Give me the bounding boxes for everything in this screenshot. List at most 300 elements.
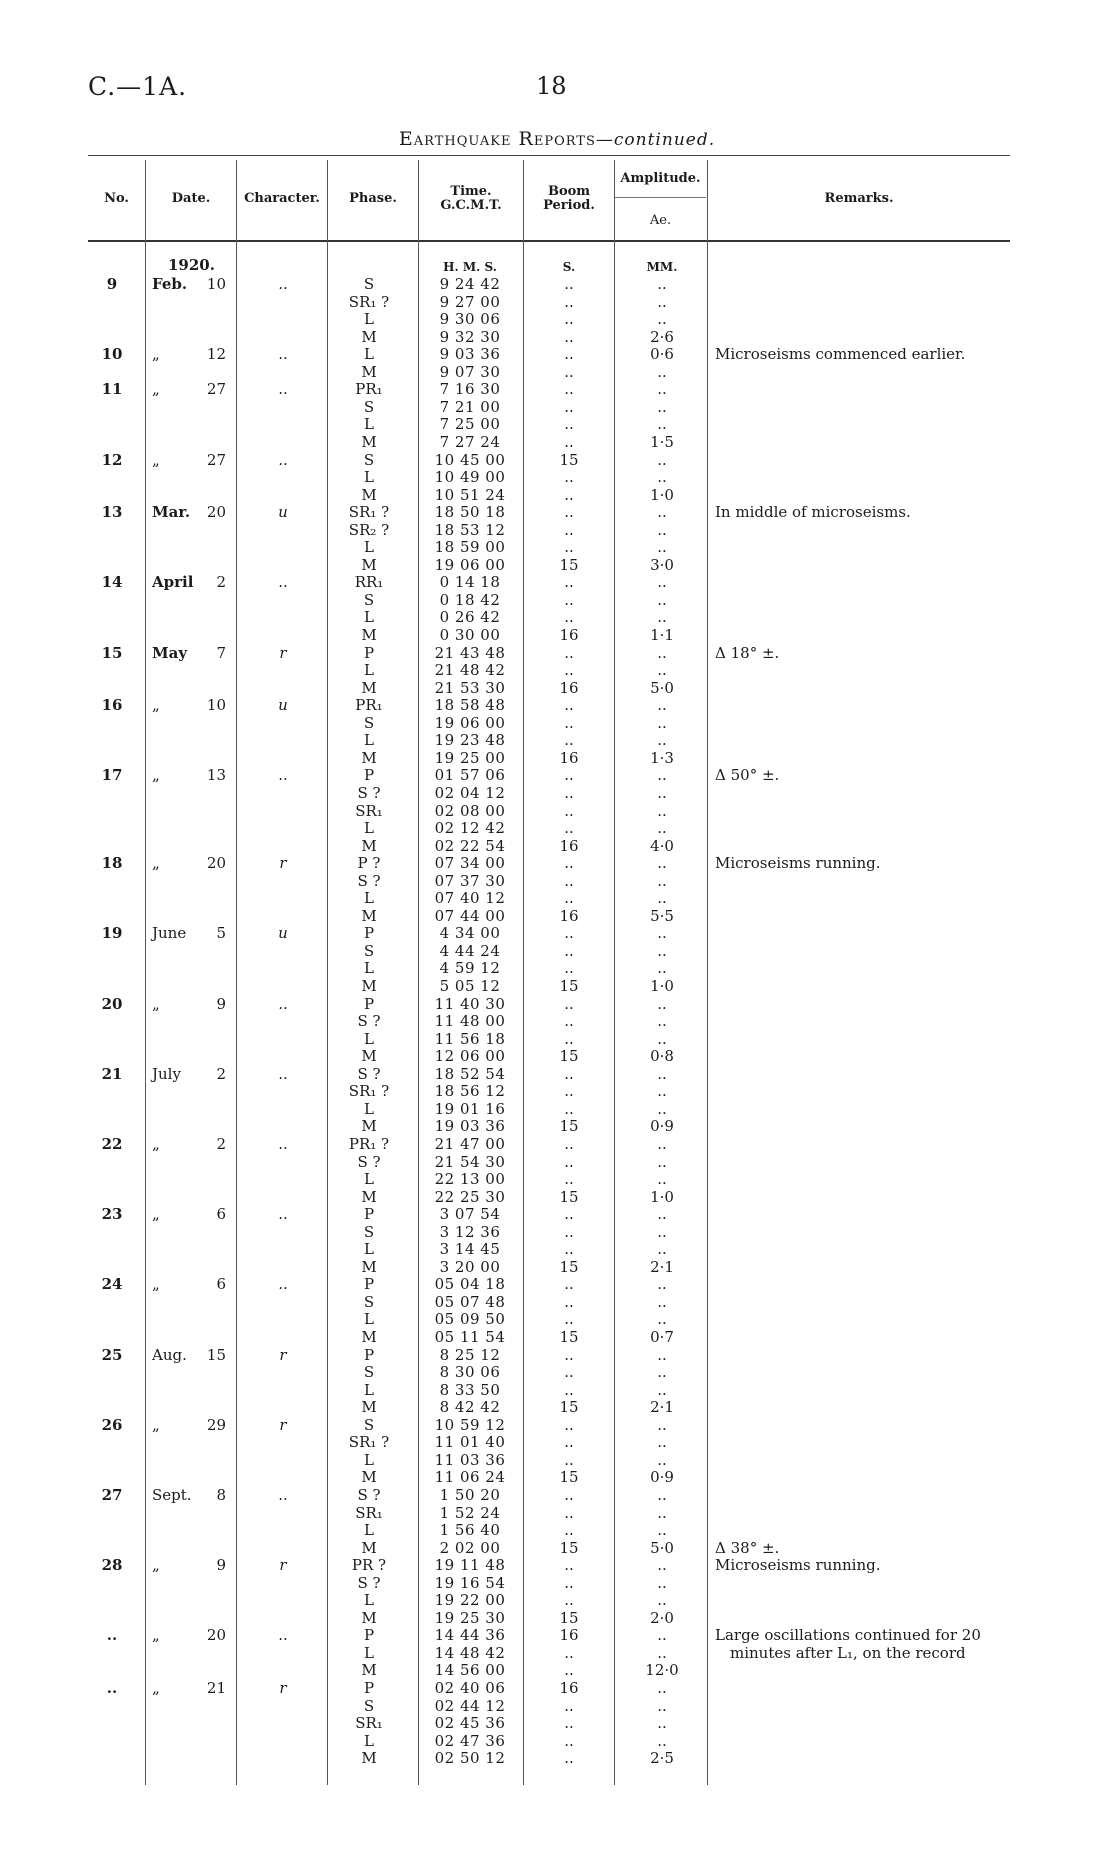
- cell-amplitude: ..: [657, 1170, 667, 1188]
- cell-boom-period: ..: [564, 1082, 574, 1100]
- cell-phase: SR₁ ?: [348, 1082, 390, 1100]
- cell-time: 19 25 00: [434, 749, 506, 767]
- cell-time: 10 49 00: [434, 468, 506, 486]
- cell-boom-period: ..: [564, 608, 574, 626]
- cell-time: 19 01 16: [434, 1100, 506, 1118]
- cell-no: 22: [101, 1135, 123, 1153]
- cell-amplitude: ..: [657, 1574, 667, 1592]
- cell-boom-period: ..: [564, 1416, 574, 1434]
- cell-boom-period: 15: [559, 1539, 579, 1557]
- cell-amplitude: ..: [657, 1556, 667, 1574]
- cell-no: 26: [101, 1416, 123, 1434]
- cell-amplitude: ..: [657, 802, 667, 820]
- cell-time: 21 53 30: [434, 679, 506, 697]
- cell-character: ..: [278, 1486, 288, 1504]
- cell-month: July: [152, 1065, 181, 1083]
- cell-time: 02 12 42: [434, 819, 506, 837]
- cell-time: 11 56 18: [434, 1030, 506, 1048]
- cell-remarks: Δ 50° ±.: [715, 766, 780, 784]
- cell-time: 11 40 30: [434, 995, 506, 1013]
- cell-month: „: [152, 696, 160, 714]
- cell-boom-period: ..: [564, 661, 574, 679]
- cell-phase: S ?: [357, 872, 381, 890]
- cell-boom-period: ..: [564, 1030, 574, 1048]
- cell-amplitude: 0·9: [650, 1117, 674, 1135]
- cell-phase: SR₂ ?: [348, 521, 390, 539]
- cell-phase: L: [364, 1240, 374, 1258]
- cell-time: 19 11 48: [434, 1556, 506, 1574]
- cell-amplitude: ..: [657, 1153, 667, 1171]
- cell-boom-period: ..: [564, 1749, 574, 1767]
- cell-time: 18 50 18: [434, 503, 506, 521]
- cell-phase: L: [364, 1381, 374, 1399]
- cell-time: 0 18 42: [439, 591, 501, 609]
- cell-time: 02 40 06: [434, 1679, 506, 1697]
- cell-month: April: [152, 573, 194, 591]
- cell-boom-period: 15: [559, 451, 579, 469]
- cell-remarks: minutes after L₁, on the record: [730, 1644, 966, 1662]
- cell-time: 3 20 00: [439, 1258, 501, 1276]
- cell-phase: L: [364, 538, 374, 556]
- cell-phase: S ?: [357, 1486, 381, 1504]
- cell-boom-period: ..: [564, 310, 574, 328]
- cell-character: u: [278, 696, 288, 714]
- cell-amplitude: ..: [657, 1275, 667, 1293]
- cell-month: June: [152, 924, 187, 942]
- cell-phase: S: [363, 1697, 375, 1715]
- cell-remarks: Microseisms running.: [715, 854, 881, 872]
- cell-no: 15: [101, 644, 123, 662]
- cell-character: ..: [278, 1135, 288, 1153]
- cell-boom-period: ..: [564, 591, 574, 609]
- cell-boom-period: ..: [564, 1205, 574, 1223]
- cell-amplitude: 1·1: [650, 626, 674, 644]
- cell-time: 22 13 00: [434, 1170, 506, 1188]
- cell-time: 7 16 30: [439, 380, 501, 398]
- cell-amplitude: ..: [657, 1451, 667, 1469]
- cell-character: ..: [278, 275, 288, 293]
- cell-time: 9 27 00: [439, 293, 501, 311]
- cell-amplitude: 0·7: [650, 1328, 674, 1346]
- cell-phase: SR₁: [355, 802, 383, 820]
- cell-phase: L: [364, 1100, 374, 1118]
- cell-phase: M: [361, 328, 377, 346]
- cell-remarks: Microseisms running.: [715, 1556, 881, 1574]
- cell-amplitude: ..: [657, 1433, 667, 1451]
- cell-boom-period: ..: [564, 1240, 574, 1258]
- cell-boom-period: ..: [564, 802, 574, 820]
- cell-character: ..: [278, 995, 288, 1013]
- header-amplitude: Amplitude.: [620, 171, 701, 186]
- cell-day: 7: [216, 644, 226, 662]
- cell-time: 11 06 24: [434, 1468, 506, 1486]
- cell-boom-period: ..: [564, 380, 574, 398]
- cell-time: 02 22 54: [434, 837, 506, 855]
- cell-amplitude: ..: [657, 1416, 667, 1434]
- title-continued: —continued.: [595, 130, 716, 150]
- cell-phase: M: [361, 486, 377, 504]
- cell-phase: L: [364, 345, 374, 363]
- cell-phase: S: [363, 714, 375, 732]
- cell-boom-period: ..: [564, 538, 574, 556]
- cell-phase: M: [361, 837, 377, 855]
- cell-boom-period: 16: [559, 837, 579, 855]
- cell-boom-period: ..: [564, 486, 574, 504]
- cell-no: 24: [101, 1275, 123, 1293]
- cell-phase: S: [363, 1363, 375, 1381]
- cell-time: 21 47 00: [434, 1135, 506, 1153]
- cell-day: 5: [216, 924, 226, 942]
- header-character: Character.: [244, 191, 320, 206]
- cell-character: ..: [278, 380, 288, 398]
- cell-remarks: Δ 18° ±.: [715, 644, 780, 662]
- cell-time: 14 56 00: [434, 1661, 506, 1679]
- cell-amplitude: 5·0: [650, 1539, 674, 1557]
- cell-boom-period: ..: [564, 1275, 574, 1293]
- cell-amplitude: ..: [657, 293, 667, 311]
- cell-boom-period: ..: [564, 328, 574, 346]
- header-date: Date.: [171, 191, 211, 206]
- cell-time: 07 37 30: [434, 872, 506, 890]
- cell-boom-period: ..: [564, 1521, 574, 1539]
- cell-boom-period: ..: [564, 275, 574, 293]
- cell-boom-period: 15: [559, 1328, 579, 1346]
- cell-time: 18 53 12: [434, 521, 506, 539]
- cell-phase: PR₁: [355, 380, 383, 398]
- cell-amplitude: ..: [657, 819, 667, 837]
- cell-time: 21 43 48: [434, 644, 506, 662]
- cell-amplitude: ..: [657, 521, 667, 539]
- cell-phase: M: [361, 433, 377, 451]
- cell-boom-period: ..: [564, 942, 574, 960]
- cell-month: „: [152, 1416, 160, 1434]
- cell-month: „: [152, 1626, 160, 1644]
- cell-boom-period: ..: [564, 1732, 574, 1750]
- cell-time: 7 25 00: [439, 415, 501, 433]
- cell-phase: SR₁: [355, 1714, 383, 1732]
- cell-boom-period: ..: [564, 1153, 574, 1171]
- cell-amplitude: 2·0: [650, 1609, 674, 1627]
- cell-amplitude: ..: [657, 468, 667, 486]
- cell-boom-period: ..: [564, 1504, 574, 1522]
- cell-time: 0 30 00: [439, 626, 501, 644]
- cell-boom-period: ..: [564, 293, 574, 311]
- cell-time: 8 33 50: [439, 1381, 501, 1399]
- cell-phase: S ?: [357, 1574, 381, 1592]
- cell-boom-period: ..: [564, 573, 574, 591]
- cell-amplitude: 2·1: [650, 1258, 674, 1276]
- cell-amplitude: ..: [657, 1486, 667, 1504]
- cell-phase: P: [363, 766, 375, 784]
- cell-time: 19 23 48: [434, 731, 506, 749]
- cell-boom-period: ..: [564, 1556, 574, 1574]
- cell-phase: S: [363, 398, 375, 416]
- cell-boom-period: ..: [564, 1135, 574, 1153]
- cell-time: 05 09 50: [434, 1310, 506, 1328]
- cell-time: 4 44 24: [439, 942, 501, 960]
- cell-amplitude: ..: [657, 1135, 667, 1153]
- cell-phase: M: [361, 1468, 377, 1486]
- cell-time: 10 59 12: [434, 1416, 506, 1434]
- cell-boom-period: 16: [559, 749, 579, 767]
- cell-amplitude: 2·6: [650, 328, 674, 346]
- cell-boom-period: 16: [559, 679, 579, 697]
- cell-day: 6: [216, 1275, 226, 1293]
- cell-boom-period: 15: [559, 977, 579, 995]
- cell-boom-period: ..: [564, 1170, 574, 1188]
- cell-phase: L: [364, 468, 374, 486]
- cell-phase: S: [363, 275, 375, 293]
- cell-phase: S: [363, 591, 375, 609]
- cell-time: 18 52 54: [434, 1065, 506, 1083]
- cell-no: 25: [101, 1346, 123, 1364]
- cell-phase: PR₁: [355, 696, 383, 714]
- cell-no: 14: [101, 573, 123, 591]
- cell-character: r: [279, 1556, 287, 1574]
- cell-amplitude: ..: [657, 959, 667, 977]
- cell-phase: L: [364, 1521, 374, 1539]
- cell-amplitude: 2·5: [650, 1749, 674, 1767]
- cell-day: 2: [216, 1065, 226, 1083]
- cell-amplitude: ..: [657, 872, 667, 890]
- cell-boom-period: ..: [564, 995, 574, 1013]
- cell-boom-period: ..: [564, 766, 574, 784]
- cell-time: 07 44 00: [434, 907, 506, 925]
- cell-phase: P: [363, 1626, 375, 1644]
- cell-time: 1 50 20: [439, 1486, 501, 1504]
- cell-phase: P: [363, 924, 375, 942]
- cell-time: 07 40 12: [434, 889, 506, 907]
- cell-time: 3 14 45: [439, 1240, 501, 1258]
- cell-boom-period: ..: [564, 363, 574, 381]
- cell-time: 9 07 30: [439, 363, 501, 381]
- cell-remarks: Δ 38° ±.: [715, 1539, 780, 1557]
- cell-phase: S: [363, 942, 375, 960]
- cell-time: 19 06 00: [434, 556, 506, 574]
- cell-time: 7 21 00: [439, 398, 501, 416]
- cell-day: 9: [216, 995, 226, 1013]
- cell-time: 4 34 00: [439, 924, 501, 942]
- cell-phase: M: [361, 1661, 377, 1679]
- cell-amplitude: 1·0: [650, 1188, 674, 1206]
- header-boom-line2: Period.: [543, 198, 595, 213]
- cell-character: ..: [278, 345, 288, 363]
- cell-boom-period: 15: [559, 1258, 579, 1276]
- cell-phase: PR ?: [351, 1556, 387, 1574]
- cell-remarks: In middle of microseisms.: [715, 503, 911, 521]
- cell-amplitude: ..: [657, 854, 667, 872]
- cell-no: 16: [101, 696, 123, 714]
- cell-boom-period: ..: [564, 784, 574, 802]
- cell-phase: M: [361, 977, 377, 995]
- cell-boom-period: ..: [564, 731, 574, 749]
- cell-month: „: [152, 1556, 160, 1574]
- cell-time: 05 11 54: [434, 1328, 506, 1346]
- cell-boom-period: ..: [564, 1012, 574, 1030]
- cell-amplitude: ..: [657, 538, 667, 556]
- header-time-line2: G.C.M.T.: [440, 198, 502, 213]
- cell-phase: M: [361, 749, 377, 767]
- cell-phase: S: [363, 1416, 375, 1434]
- cell-character: r: [279, 1416, 287, 1434]
- cell-character: ..: [278, 1275, 288, 1293]
- header-remarks: Remarks.: [824, 191, 894, 206]
- cell-boom-period: ..: [564, 644, 574, 662]
- cell-time: 0 26 42: [439, 608, 501, 626]
- cell-no: 11: [101, 380, 123, 398]
- cell-boom-period: ..: [564, 924, 574, 942]
- page-number: 18: [536, 72, 567, 100]
- cell-amplitude: ..: [657, 1732, 667, 1750]
- cell-amplitude: ..: [657, 1082, 667, 1100]
- cell-phase: SR₁ ?: [348, 1433, 390, 1451]
- cell-boom-period: ..: [564, 1363, 574, 1381]
- cell-amplitude: ..: [657, 1205, 667, 1223]
- cell-phase: S: [363, 1293, 375, 1311]
- cell-phase: L: [364, 608, 374, 626]
- cell-amplitude: ..: [657, 1100, 667, 1118]
- cell-amplitude: ..: [657, 275, 667, 293]
- cell-time: 11 01 40: [434, 1433, 506, 1451]
- cell-boom-period: ..: [564, 521, 574, 539]
- cell-phase: L: [364, 415, 374, 433]
- cell-amplitude: 4·0: [650, 837, 674, 855]
- cell-amplitude: ..: [657, 1626, 667, 1644]
- cell-boom-period: ..: [564, 1574, 574, 1592]
- cell-phase: M: [361, 363, 377, 381]
- cell-amplitude: ..: [657, 731, 667, 749]
- cell-amplitude: ..: [657, 591, 667, 609]
- cell-amplitude: 5·5: [650, 907, 674, 925]
- cell-phase: M: [361, 556, 377, 574]
- cell-amplitude: ..: [657, 1012, 667, 1030]
- cell-phase: M: [361, 1539, 377, 1557]
- cell-month: Feb.: [152, 275, 188, 293]
- cell-phase: P: [363, 1205, 375, 1223]
- cell-month: „: [152, 995, 160, 1013]
- cell-day: 29: [206, 1416, 226, 1434]
- cell-day: 13: [206, 766, 226, 784]
- cell-phase: SR₁ ?: [348, 503, 390, 521]
- cell-phase: P: [363, 644, 375, 662]
- cell-time: 05 07 48: [434, 1293, 506, 1311]
- cell-amplitude: ..: [657, 398, 667, 416]
- cell-boom-period: ..: [564, 1644, 574, 1662]
- cell-time: 1 56 40: [439, 1521, 501, 1539]
- cell-amplitude: ..: [657, 696, 667, 714]
- cell-boom-period: ..: [564, 1381, 574, 1399]
- cell-phase: PR₁ ?: [348, 1135, 390, 1153]
- cell-boom-period: ..: [564, 1661, 574, 1679]
- cell-no: 20: [101, 995, 123, 1013]
- cell-day: 8: [216, 1486, 226, 1504]
- cell-time: 02 50 12: [434, 1749, 506, 1767]
- cell-character: r: [279, 1346, 287, 1364]
- cell-time: 19 25 30: [434, 1609, 506, 1627]
- cell-phase: L: [364, 1030, 374, 1048]
- cell-time: 8 25 12: [439, 1346, 501, 1364]
- cell-boom-period: ..: [564, 819, 574, 837]
- cell-time: 0 14 18: [439, 573, 501, 591]
- cell-phase: S: [363, 451, 375, 469]
- cell-character: ..: [278, 1065, 288, 1083]
- cell-no: 23: [101, 1205, 123, 1223]
- cell-boom-period: 16: [559, 907, 579, 925]
- cell-time: 9 03 36: [439, 345, 501, 363]
- cell-time: 02 47 36: [434, 1732, 506, 1750]
- cell-time: 1 52 24: [439, 1504, 501, 1522]
- cell-boom-period: ..: [564, 1451, 574, 1469]
- cell-amplitude: 0·6: [650, 345, 674, 363]
- cell-boom-period: 16: [559, 626, 579, 644]
- cell-boom-period: ..: [564, 503, 574, 521]
- cell-day: 2: [216, 573, 226, 591]
- cell-amplitude: ..: [657, 766, 667, 784]
- cell-day: 9: [216, 1556, 226, 1574]
- cell-time: 2 02 00: [439, 1539, 501, 1557]
- cell-amplitude: 1·0: [650, 977, 674, 995]
- cell-amplitude: ..: [657, 1714, 667, 1732]
- cell-amplitude: ..: [657, 644, 667, 662]
- cell-time: 10 51 24: [434, 486, 506, 504]
- cell-boom-period: 15: [559, 1398, 579, 1416]
- cell-boom-period: 15: [559, 1117, 579, 1135]
- cell-no: 19: [101, 924, 123, 942]
- cell-amplitude: 2·1: [650, 1398, 674, 1416]
- cell-phase: L: [364, 731, 374, 749]
- cell-amplitude: ..: [657, 573, 667, 591]
- cell-time: 07 34 00: [434, 854, 506, 872]
- cell-time: 5 05 12: [439, 977, 501, 995]
- cell-boom-period: ..: [564, 1100, 574, 1118]
- cell-boom-period: ..: [564, 433, 574, 451]
- cell-amplitude: 1·0: [650, 486, 674, 504]
- cell-time: 11 03 36: [434, 1451, 506, 1469]
- cell-character: ..: [278, 451, 288, 469]
- cell-month: Sept.: [152, 1486, 192, 1504]
- cell-day: 12: [206, 345, 226, 363]
- cell-amplitude: ..: [657, 889, 667, 907]
- cell-time: 21 48 42: [434, 661, 506, 679]
- cell-phase: M: [361, 1328, 377, 1346]
- cell-amplitude: ..: [657, 503, 667, 521]
- cell-no: ..: [106, 1679, 118, 1697]
- cell-no: 17: [101, 766, 123, 784]
- cell-time: 19 03 36: [434, 1117, 506, 1135]
- cell-time: 19 16 54: [434, 1574, 506, 1592]
- header-no: No.: [104, 191, 129, 206]
- cell-time: 02 44 12: [434, 1697, 506, 1715]
- cell-phase: P ?: [357, 854, 381, 872]
- cell-amplitude: ..: [657, 608, 667, 626]
- page-reference: C.—1A.: [88, 72, 188, 101]
- cell-amplitude: ..: [657, 310, 667, 328]
- cell-month: „: [152, 451, 160, 469]
- cell-boom-period: ..: [564, 959, 574, 977]
- cell-boom-period: ..: [564, 398, 574, 416]
- cell-phase: P: [363, 1275, 375, 1293]
- cell-phase: RR₁: [354, 573, 384, 591]
- cell-boom-period: ..: [564, 872, 574, 890]
- cell-time: 9 32 30: [439, 328, 501, 346]
- cell-day: 10: [206, 275, 226, 293]
- cell-remarks: Microseisms commenced earlier.: [715, 345, 966, 363]
- cell-month: „: [152, 1275, 160, 1293]
- cell-no: 9: [106, 275, 118, 293]
- year-label: 1920.: [168, 256, 215, 274]
- cell-day: 6: [216, 1205, 226, 1223]
- cell-phase: M: [361, 679, 377, 697]
